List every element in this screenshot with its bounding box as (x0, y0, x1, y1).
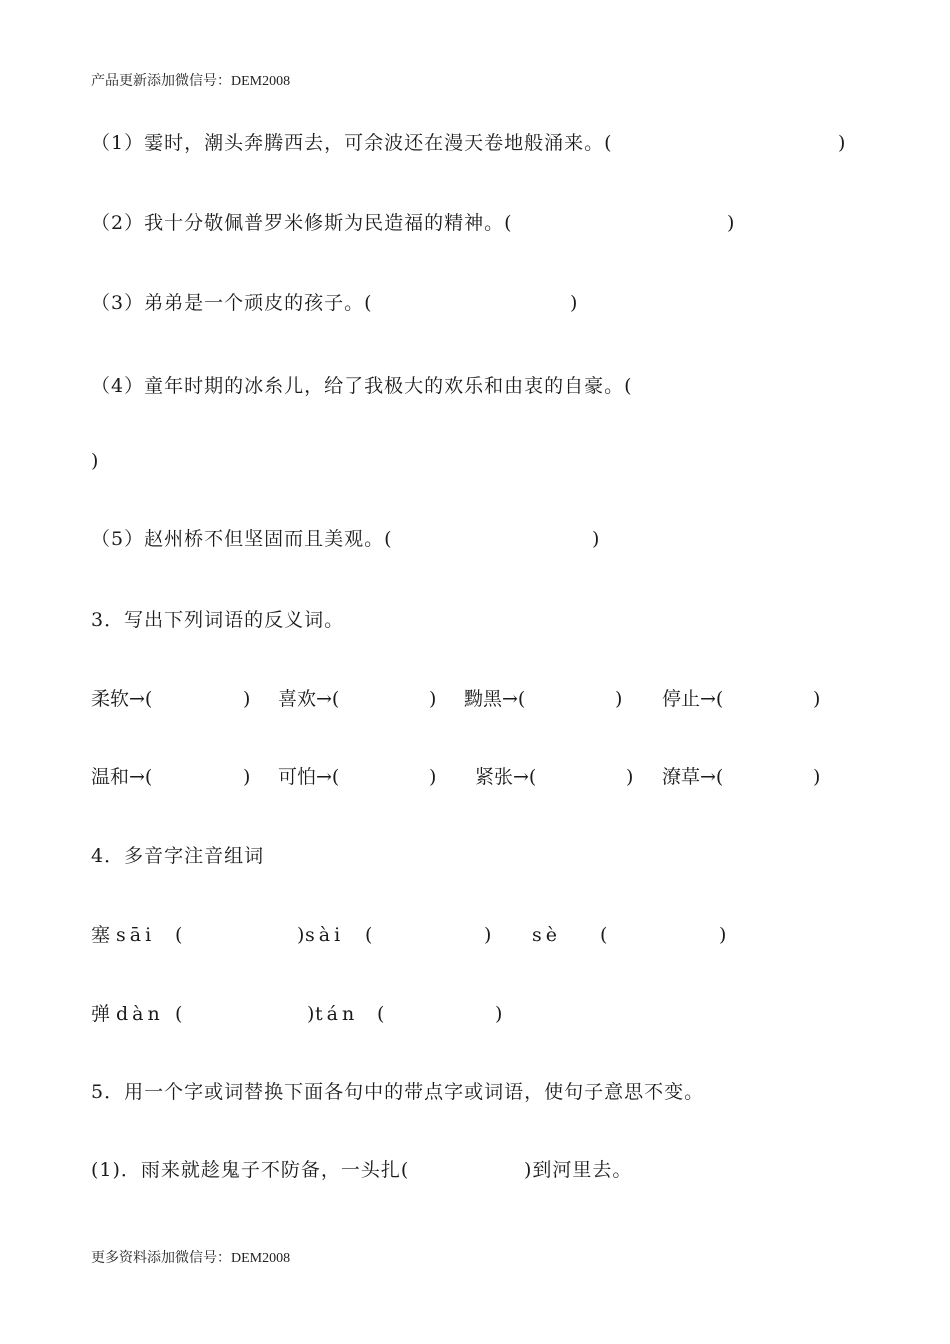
paren-close: ) (307, 1003, 315, 1025)
sentence-4-close: ) (91, 450, 99, 472)
antonym-close: ) (429, 688, 437, 710)
antonym-close: ) (813, 766, 821, 788)
pinyin: sài (305, 924, 345, 946)
antonym-word: 喜欢→( (278, 688, 340, 710)
page-footer: 更多资料添加微信号：DEM2008 (91, 1251, 291, 1266)
pinyin: sāi (116, 924, 156, 946)
sentence-2: （2）我十分敬佩普罗米修斯为民造福的精神。( (91, 212, 513, 234)
polyphone-char: 弹 (91, 1003, 111, 1025)
antonym-row-1 (91, 686, 851, 712)
paren-close: ) (495, 1003, 503, 1025)
antonym-close: ) (243, 688, 251, 710)
section-4-title: 4．多音字注音组词 (91, 845, 265, 867)
antonym-word: 潦草→( (662, 766, 724, 788)
sentence-3: （3）弟弟是一个顽皮的孩子。( (91, 292, 373, 314)
replace-sentence-1: (1)．雨来就趁鬼子不防备，一头扎( (91, 1159, 410, 1181)
antonym-word: 可怕→( (278, 766, 340, 788)
paren-open: ( (377, 1003, 385, 1025)
polyphone-row-1 (91, 922, 751, 948)
paren-open: ( (365, 924, 373, 946)
pinyin: dàn (116, 1003, 164, 1025)
antonym-row-2 (91, 764, 851, 790)
antonym-word: 紧张→( (475, 766, 537, 788)
sentence-2-close: ) (727, 212, 735, 234)
pinyin: tán (315, 1003, 359, 1025)
paren-close: ) (484, 924, 492, 946)
paren-close: ) (719, 924, 727, 946)
paren-open: ( (175, 1003, 183, 1025)
antonym-close: ) (813, 688, 821, 710)
antonym-close: ) (429, 766, 437, 788)
polyphone-row-2 (91, 1001, 551, 1027)
paren-open: ( (175, 924, 183, 946)
paren-close: ) (297, 924, 305, 946)
section-5-title: 5．用一个字或词替换下面各句中的带点字或词语，使句子意思不变。 (91, 1081, 705, 1103)
antonym-word: 温和→( (91, 766, 153, 788)
replace-sentence-1-tail: )到河里去。 (524, 1159, 633, 1181)
paren-open: ( (600, 924, 608, 946)
polyphone-char: 塞 (91, 924, 111, 946)
antonym-word: 柔软→( (91, 688, 153, 710)
page-header: 产品更新添加微信号：DEM2008 (91, 74, 291, 89)
pinyin: sè (532, 924, 561, 946)
section-3-title: 3．写出下列词语的反义词。 (91, 609, 345, 631)
sentence-1-close: ) (838, 132, 846, 154)
antonym-close: ) (243, 766, 251, 788)
antonym-close: ) (615, 688, 623, 710)
sentence-4: （4）童年时期的冰糸儿，给了我极大的欢乐和由衷的自豪。( (91, 375, 633, 397)
sentence-3-close: ) (570, 292, 578, 314)
antonym-close: ) (626, 766, 634, 788)
antonym-word: 黝黑→( (464, 688, 526, 710)
sentence-1: （1）霎时，潮头奔腾西去，可余波还在漫天卷地般涌来。( (91, 132, 613, 154)
sentence-5-close: ) (592, 528, 600, 550)
sentence-5: （5）赵州桥不但坚固而且美观。( (91, 528, 393, 550)
antonym-word: 停止→( (662, 688, 724, 710)
